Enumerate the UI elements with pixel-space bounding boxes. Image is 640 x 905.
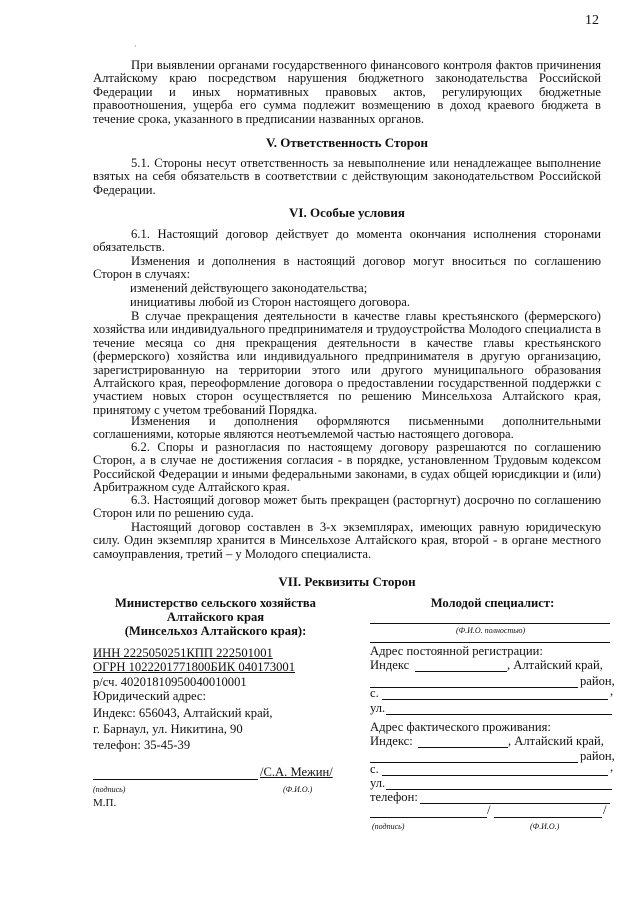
ministry-name-line-1: Министерство сельского хозяйства	[115, 596, 316, 610]
signature-separator-2: /	[603, 803, 607, 817]
specialist-phone-label: телефон:	[370, 790, 418, 804]
section-6-title: VI. Особые условия	[289, 205, 405, 220]
specialist-fio-sign-line	[494, 817, 602, 818]
ministry-account: р/сч. 40201810950040010001	[93, 675, 247, 689]
specialist-fio-caption-2: (Ф.И.О.)	[530, 822, 560, 831]
fact-index-label: Индекс:	[370, 734, 413, 748]
ministry-index: Индекс: 656043, Алтайский край,	[93, 706, 273, 720]
section-6-p5: 6.2. Споры и разногласия по настоящему договору разрешаются по соглашению Сторон, а в случае не достижения согласия - в порядке, установленном Трудовым кодексом Российской Федерации и иными федеральными законами, в судах общей юрисдикции и (или) Арбитражном суде Алтайского края.	[93, 440, 601, 495]
section-6-p2: Изменения и дополнения в настоящий договор могут вноситься по соглашению Сторон в случаях:	[93, 254, 601, 282]
ministry-inn: ИНН 2225050251КПП 222501001	[93, 646, 273, 660]
ministry-name-line-2: Алтайского края	[166, 610, 265, 624]
fact-region: , Алтайский край,	[508, 734, 604, 748]
fact-district-label: район,	[580, 749, 615, 763]
intro-paragraph: При выявлении органами государственного финансового контроля фактов причинения Алтайскому краю посредством нарушения бюджетного законодательства Российской Федерации и иных нормативных правовых актов, регулирующих бюджетные правоотношения, ущерба его сумма подлежит возмещению в доход краевого бюджета в течение срока, указанного в предписании названных органов.	[93, 58, 601, 126]
ministry-fio-caption: (Ф.И.О.)	[283, 785, 313, 794]
page-number: 12	[585, 13, 599, 28]
fact-village-label: с.	[370, 762, 379, 776]
ministry-name-line-3: (Минсельхоз Алтайского края):	[124, 624, 307, 638]
perm-address-label: Адрес постоянной регистрации:	[370, 644, 543, 658]
section-6-p6: 6.3. Настоящий договор может быть прекращен (расторгнут) досрочно по соглашению Сторон или по решению суда.	[93, 493, 601, 521]
perm-district-label: район,	[580, 674, 615, 688]
section-6-p1: 6.1. Настоящий договор действует до момента окончания исполнения сторонами обязательств.	[93, 227, 601, 255]
perm-street-line	[386, 714, 612, 715]
ministry-signatory-name: /С.А. Межин/	[260, 765, 333, 779]
signature-separator-1: /	[487, 803, 491, 817]
fact-district-line	[370, 762, 578, 763]
specialist-fio-caption: (Ф.И.О. полностью)	[456, 626, 526, 635]
specialist-sign-caption: (подпись)	[372, 822, 405, 831]
perm-village-label: с.	[370, 686, 379, 700]
specialist-signature-line	[370, 817, 487, 818]
stamp-label: М.П.	[93, 797, 117, 809]
section-6-p3: В случае прекращения деятельности в качестве главы крестьянского (фермерского) хозяйства или индивидуального предпринимателя и трудоустройства Молодого специалиста в течение месяца со дня прекращения деятельности в качестве главы крестьянского (фермерского) хозяйства или индивидуального предпринимателя в другую организацию, зарегистрированную на территории этого или другого муниципального образования Алтайского края, переоформление договора о предоставлении государственной поддержки с участием новых сторон осуществляется по решению Минсельхоза Алтайского края, принятому с учетом требований Порядка.	[93, 309, 601, 417]
ministry-phone: телефон: 35-45-39	[93, 738, 191, 752]
fact-index-line	[418, 747, 508, 748]
section-5-paragraph: 5.1. Стороны несут ответственность за невыполнение или ненадлежащее выполнение взятых на себя обязательств в соответствии с действующим законодательством Российской Федерации.	[93, 156, 601, 197]
perm-street-label: ул.	[370, 701, 386, 715]
specialist-title: Молодой специалист:	[430, 596, 555, 610]
fact-street-line	[386, 789, 612, 790]
perm-index-label: Индекс	[370, 658, 410, 672]
perm-district-line	[370, 687, 578, 688]
section-6-list-item-1: изменений действующего законодательства;	[130, 281, 368, 295]
fact-street-label: ул.	[370, 776, 386, 790]
ministry-sign-caption: (подпись)	[93, 785, 126, 794]
perm-region: , Алтайский край,	[507, 658, 603, 672]
ministry-legal-address-label: Юридический адрес:	[93, 689, 206, 703]
section-6-list-item-2: инициативы любой из Сторон настоящего договора.	[130, 295, 410, 309]
fact-address-label: Адрес фактического проживания:	[370, 720, 551, 734]
specialist-fio-line-2	[370, 642, 610, 643]
ministry-street: г. Барнаул, ул. Никитина, 90	[93, 722, 243, 736]
fact-village-comma: ,	[610, 760, 614, 774]
perm-village-line	[382, 699, 608, 700]
section-6-p7: Настоящий договор составлен в 3-х экземплярах, имеющих равную юридическую силу. Один экземпляр хранится в Минсельхозе Алтайского края, второй - в органе местного самоуправления, третий – у Молодого специалиста.	[93, 520, 601, 561]
fact-village-line	[382, 775, 608, 776]
specialist-phone-line	[420, 803, 610, 804]
section-5-title: V. Ответственность Сторон	[266, 135, 428, 150]
ministry-ogrn: ОГРН 1022201771800БИК 040173001	[93, 660, 296, 674]
section-6-p4: Изменения и дополнения оформляются письменными дополнительными соглашениями, которые являются неотъемлемой частью настоящего договора.	[93, 414, 601, 442]
section-7-title: VII. Реквизиты Сторон	[278, 574, 416, 589]
perm-village-comma: ,	[610, 684, 614, 698]
margin-mark: ·	[134, 41, 137, 51]
perm-index-line	[415, 671, 507, 672]
ministry-signature-line	[93, 779, 258, 780]
